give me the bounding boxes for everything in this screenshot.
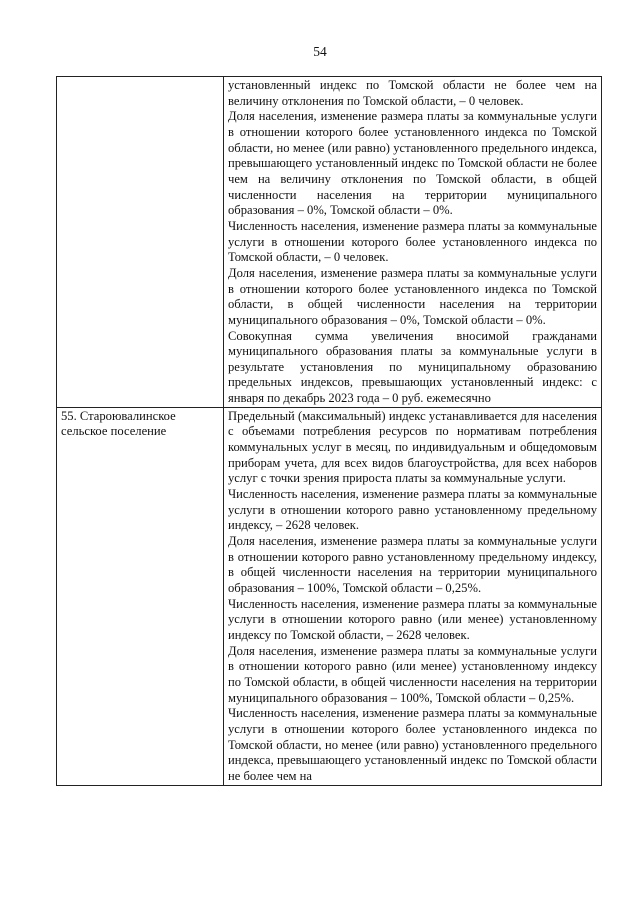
paragraph: Доля населения, изменение размера платы за коммунальные услуги в отношении которого равно (или менее) установленному индексу по Томской области, в общей численности населения на территории муниципального образования – 100%, Томской области – 0,25%. [228, 643, 597, 705]
paragraph: Совокупная сумма увеличения вносимой гражданами муниципального образования платы за коммунальные услуги в результате установления по муниципальному образованию предельных индексов, превышающих установленный индекс: с января по декабрь 2023 года – 0 руб. ежемесячно [228, 328, 597, 406]
paragraph: установленный индекс по Томской области не более чем на величину отклонения по Томской области, – 0 человек. [228, 78, 597, 108]
table-row [57, 407, 602, 785]
paragraph: Доля населения, изменение размера платы за коммунальные услуги в отношении которого более установленного индекса по Томской области, но менее (или равно) установленного предельного индекса, превышающего установленный индекс по Томской области не более чем на величину отклонения по Томской области, в общей численности населения на территории муниципального образования – 0%, Томской области – 0%. [228, 109, 597, 218]
paragraph: Доля населения, изменение размера платы за коммунальные услуги в отношении которого равно установленному предельному индексу, в общей численности населения на территории муниципального образования – 100%, Томской области – 0,25%. [228, 534, 597, 595]
description-cell [224, 407, 602, 785]
paragraph: Предельный (максимальный) индекс устанавливается для населения с объемами потребления ресурсов по нормативам потребления коммунальных услуг в месяц, по индивидуальным и общедомовым приборам учета, для всех видов благоустройства, для всех наборов услуг с точки зрения прироста платы за коммунальные услуги. [228, 408, 597, 486]
municipality-cell [57, 407, 224, 785]
paragraph: Доля населения, изменение размера платы за коммунальные услуги в отношении которого более установленного индекса по Томской области, в общей численности населения на территории муниципального образования – 0%, Томской области – 0%. [228, 265, 597, 327]
description-cell [224, 77, 602, 408]
paragraph: Численность населения, изменение размера платы за коммунальные услуги в отношении которого равно (или менее) установленному индексу по Томской области, – 2628 человек. [228, 596, 597, 642]
municipality-cell [57, 77, 224, 408]
municipality-name: 55. Староювалинское сельское поселение [61, 408, 176, 439]
paragraph: Численность населения, изменение размера платы за коммунальные услуги в отношении которого более установленного индекса по Томской области, – 0 человек. [228, 218, 597, 265]
paragraph: Численность населения, изменение размера платы за коммунальные услуги в отношении которого равно установленному предельному индексу, – 2628 человек. [228, 487, 597, 533]
page-number: 54 [313, 44, 327, 59]
paragraph: Численность населения, изменение размера платы за коммунальные услуги в отношении которого более установленного индекса по Томской области, но менее (или равно) установленного предельного индекса, превышающего установленный индекс по Томской области не более чем на [228, 706, 597, 783]
table-row [57, 77, 602, 408]
tariff-table [56, 76, 602, 786]
